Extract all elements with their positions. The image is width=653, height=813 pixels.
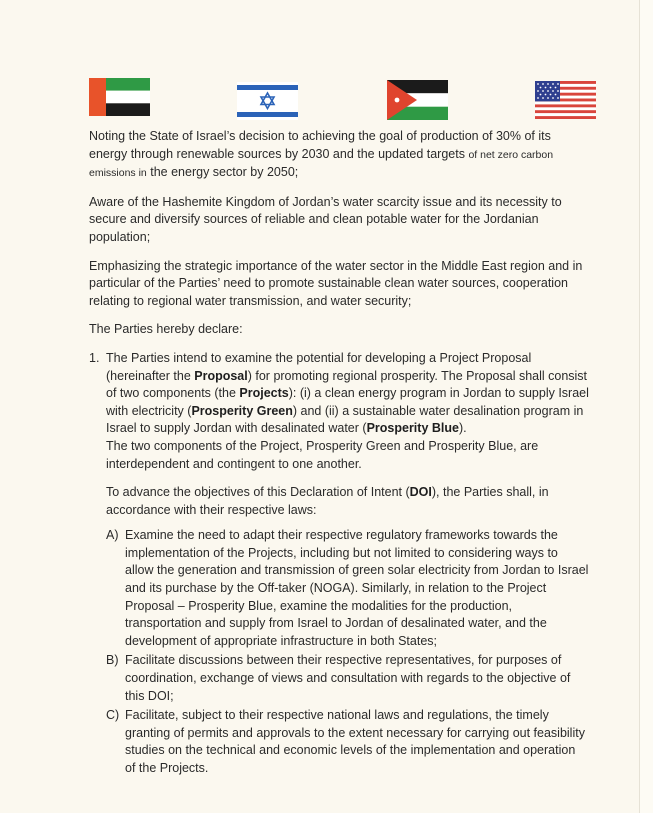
aware-paragraph: Aware of the Hashemite Kingdom of Jordan’s water scarcity issue and its necessity to secure and diversify sources of reliable and clean potable water for the Jordanian population; <box>89 194 562 244</box>
subitem-a <box>89 527 589 650</box>
israel-flag <box>237 82 298 120</box>
term-doi: DOI <box>409 485 432 500</box>
list-item-1-contingent: The two components of the Project, Prosperity Green and Prosperity Blue, are interdependent and contingent to one another. <box>106 438 539 471</box>
list-item-1-text: The Parties intend to examine the potential for developing a Project Proposal (hereinafter the Proposal) for promoting regional prosperity. The Proposal shall consist of two components (the Projects): (i) a clean energy program in Jordan to supply Israel with electricity (Prosperity Green) and (ii) a sustainable water desalination program in Israel to supply Jordan with desalinated water (Prosperity Blue). <box>106 350 589 436</box>
term-proposal: Proposal <box>194 368 248 383</box>
subitem-label: A) <box>106 528 119 543</box>
term-prosperity-green: Prosperity Green <box>191 403 293 418</box>
jordan-flag <box>387 80 448 120</box>
document-body <box>89 128 589 778</box>
list-item-number: 1. <box>89 350 100 365</box>
term-prosperity-blue: Prosperity Blue <box>366 421 459 436</box>
usa-flag <box>535 81 596 119</box>
subitem-text: Facilitate discussions between their respective representatives, for purposes of coordination, exchange of views and consultation with regards to the objective of this DOI; <box>125 653 571 703</box>
subitem-b <box>89 652 589 705</box>
advance-paragraph: To advance the objectives of this Declaration of Intent (DOI), the Parties shall, in accordance with their respective laws: <box>106 485 549 517</box>
noting-paragraph <box>89 128 589 183</box>
uae-flag <box>89 78 150 116</box>
flags-row <box>0 78 639 123</box>
emphasizing-paragraph: Emphasizing the strategic importance of the water sector in the Middle East region and in particular of the Parties’ need to promote sustainable clean water sources, cooperation relating to regional water transmission, and water security; <box>89 258 583 308</box>
noting-text-small: of net zero carbon emissions in <box>89 148 554 180</box>
subitem-label: C) <box>106 708 120 723</box>
declare-paragraph: The Parties hereby declare: <box>89 322 243 337</box>
noting-text-a: Noting the State of Israel’s decision to achieving the goal of production of 30% of its energy through renewable sources by 2030 and the updated targets <box>89 129 551 161</box>
subitem-label: B) <box>106 653 119 668</box>
list-item-1 <box>89 350 589 473</box>
subitem-text: Facilitate, subject to their respective national laws and regulations, the timely granting of permits and approvals to the extent necessary for carrying out feasibility studies on the technical and economic levels of the implementation and operation of the Projects. <box>125 708 585 775</box>
term-projects: Projects <box>239 386 289 401</box>
subitem-c <box>89 707 589 777</box>
noting-text-b: the energy sector by 2050; <box>146 165 299 180</box>
subitem-text: Examine the need to adapt their respective regulatory frameworks towards the implementation of the Projects, including but not limited to considering ways to allow the generation and transmission of green solar electricity from Jordan to Israel and its purchase by the Off-taker (NOGA). Similarly, in relation to the Project Proposal – Prosperity Blue, examine the modalities for the production, transportation and supply from Israel to Jordan of desalinated water, and the development of appropriate infrastructure in both States; <box>125 528 589 648</box>
